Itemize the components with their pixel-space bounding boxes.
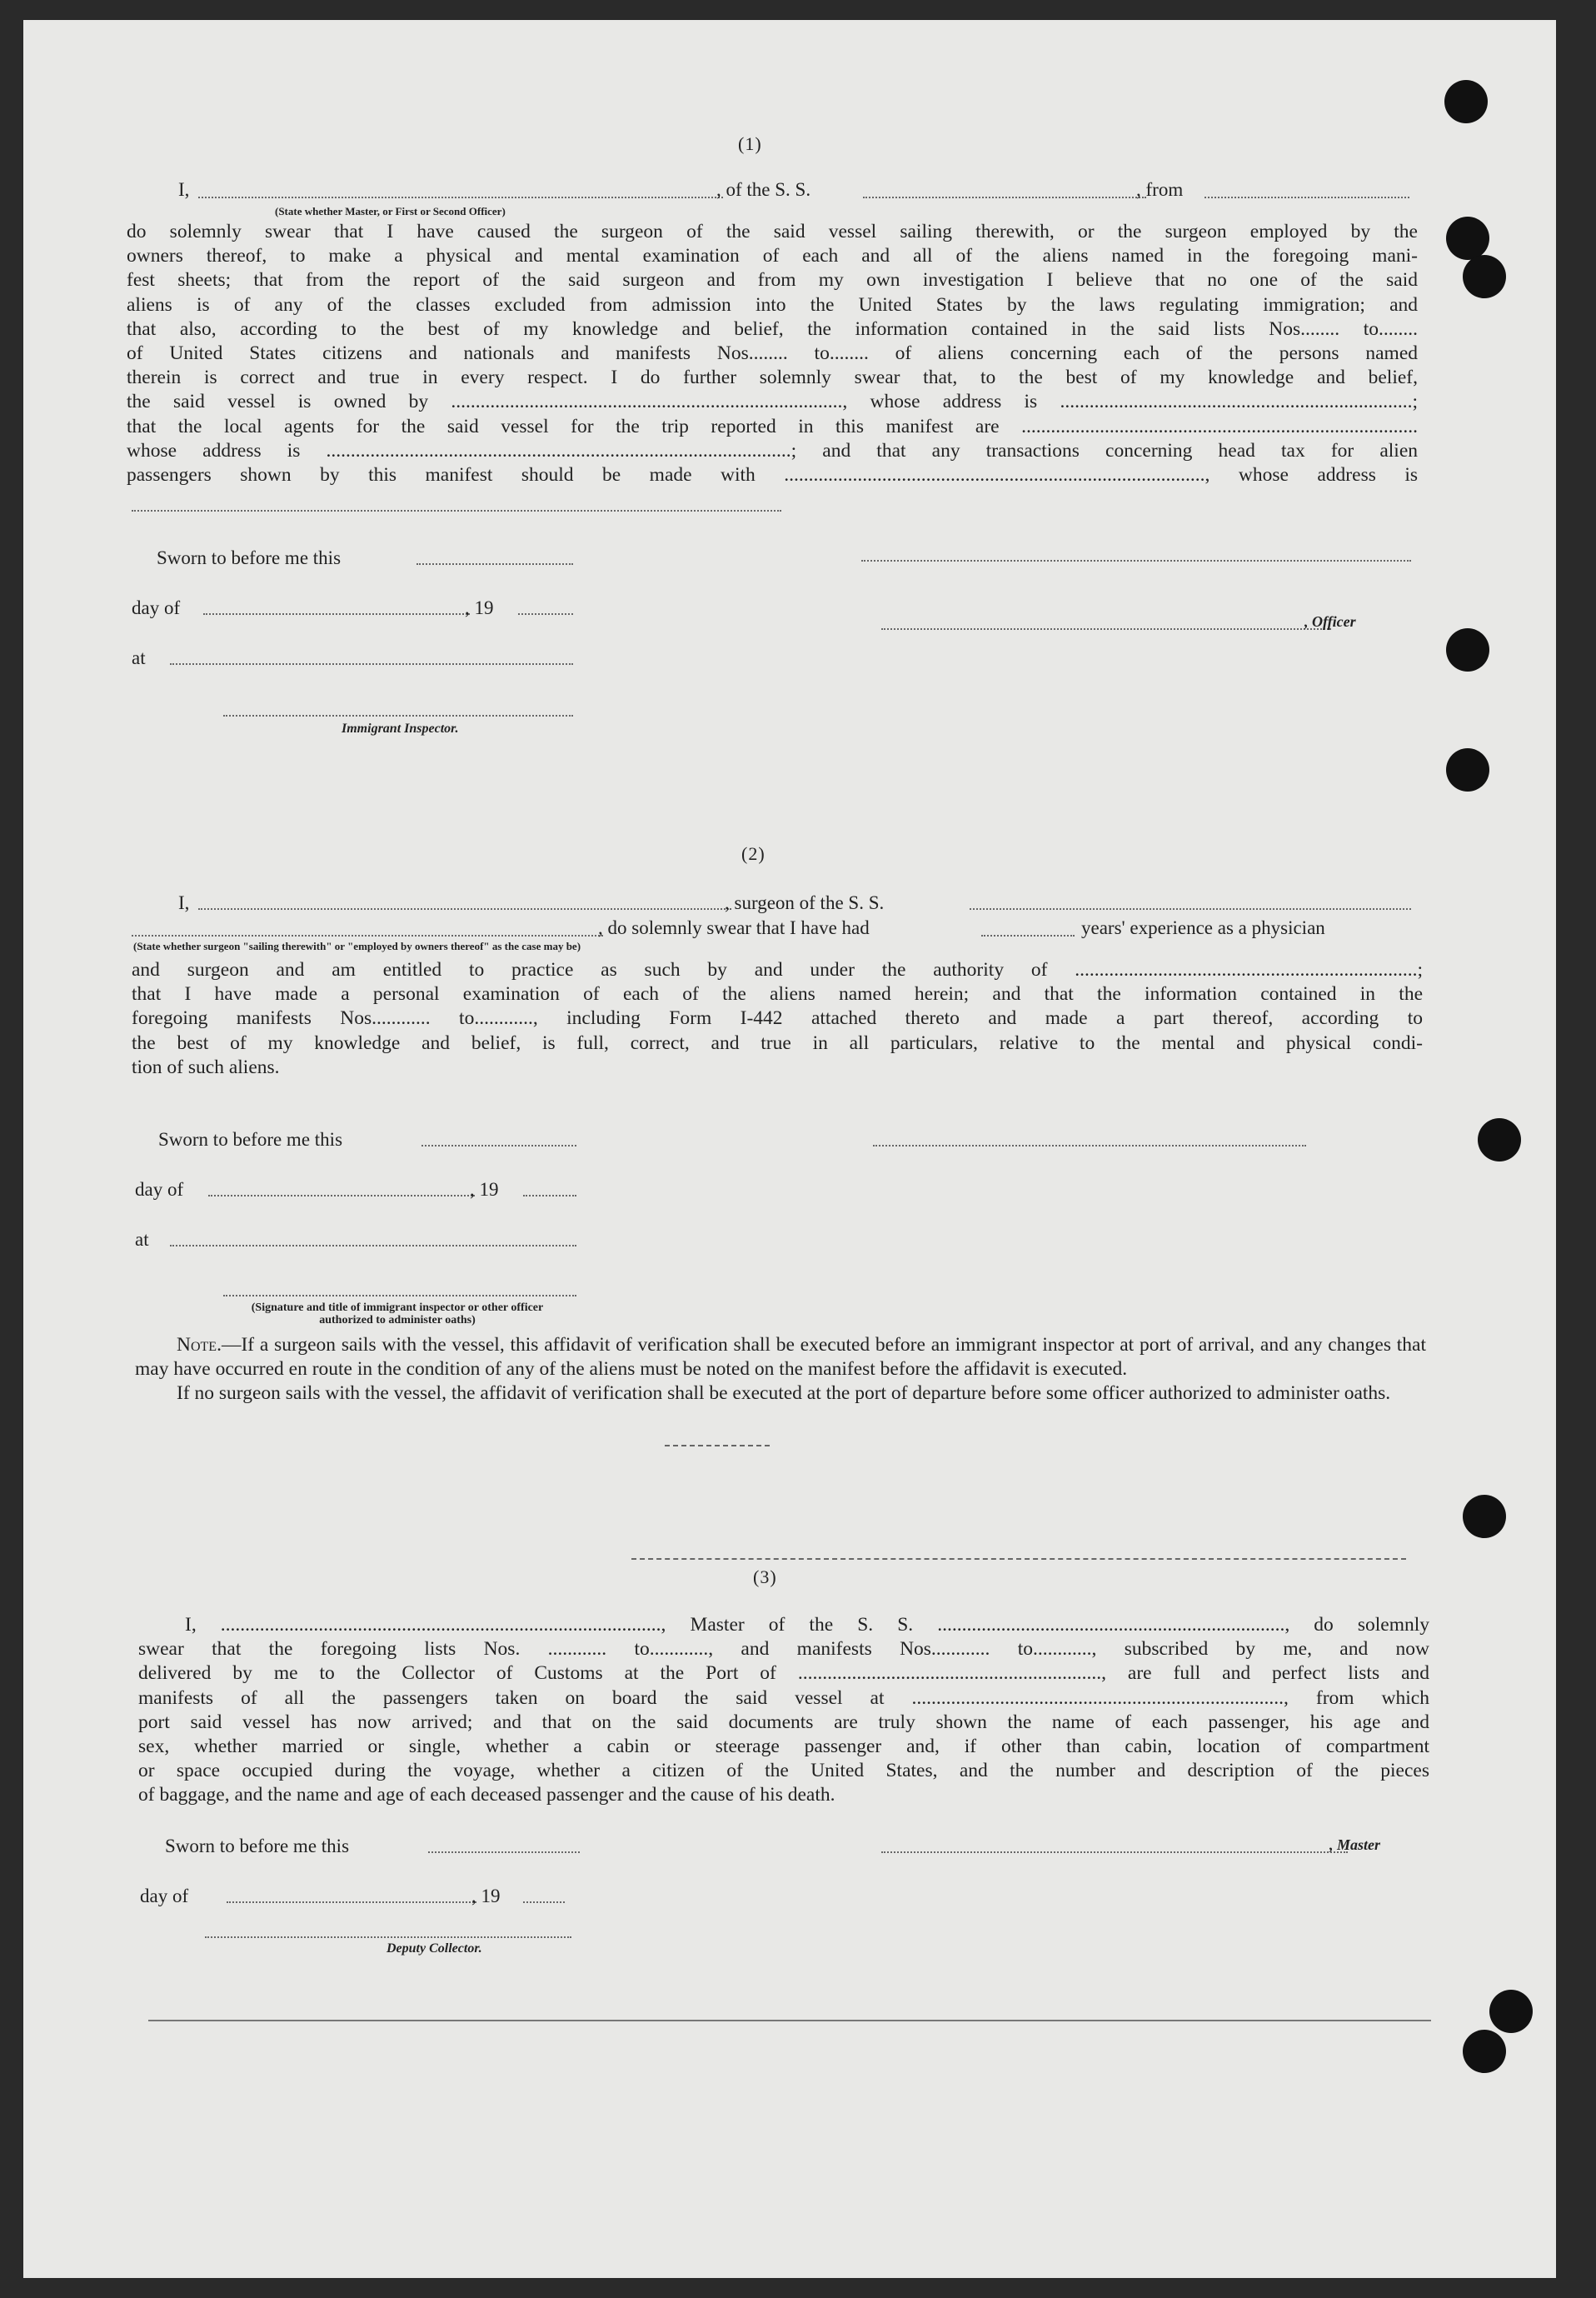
- master-caption: , Master: [1329, 1836, 1381, 1853]
- sworn-label-1: Sworn to before me this: [157, 547, 342, 568]
- day-line-3: [227, 1901, 476, 1903]
- punch-hole: [1446, 628, 1489, 672]
- body-line: tion of such aliens.: [132, 1056, 280, 1078]
- body-line: aliens is of any of the classes excluded from admission into the United States by the laws regulating immigration; and: [127, 293, 1418, 316]
- year-label-1: , 19: [465, 597, 494, 618]
- inspector-caption: Immigrant Inspector.: [342, 722, 459, 736]
- body-line: whose address is ...............................................................................................; and that any transactions concerning head tax for alien: [127, 439, 1418, 462]
- body-line: owners thereof, to make a physical and mental examination of each and all of the aliens named in the foregoing mani-: [127, 245, 1418, 267]
- note-paragraph-1: [135, 1333, 1426, 1381]
- body-line: the said vessel is owned by ................................................................................, whose address is ........................................................................;: [127, 391, 1418, 413]
- body-line: fest sheets; that from the report of the said surgeon and from my own investigation I believe that no one of the said: [127, 269, 1418, 292]
- day-of-label-3: day of: [140, 1886, 189, 1906]
- body-line: delivered by me to the Collector of Customs at the Port of .............................................................., are full and perfect lists and: [138, 1662, 1429, 1685]
- body-line: that I have made a personal examination of each of the aliens named herein; and that the information contained in the: [132, 983, 1423, 1006]
- note-block: [135, 1333, 1426, 1406]
- at-line-1: [170, 663, 573, 665]
- bottom-rule: [148, 2020, 1431, 2021]
- master-sig-line: [881, 1851, 1348, 1853]
- note-text-2: If no surgeon sails with the vessel, the affidavit of verification shall be executed at the port of departure before some officer authorized to administer oaths.: [177, 1382, 1391, 1404]
- surgeon-name-line: [198, 908, 731, 910]
- of-ss-label: , of the S. S.: [716, 179, 811, 200]
- at-label-2: at: [135, 1229, 149, 1250]
- sworn-date-line-3: [428, 1851, 580, 1853]
- note-label: Note.: [177, 1334, 222, 1356]
- punch-hole: [1444, 80, 1488, 123]
- body-line: sex, whether married or single, whether a cabin or steerage passenger and, if other than cabin, location of compartment: [138, 1736, 1429, 1758]
- officer-sig-line: [881, 628, 1331, 630]
- sworn-date-line-2: [421, 1145, 576, 1147]
- address-line: [132, 510, 781, 512]
- body-line: port said vessel has now arrived; and that on the said documents are truly shown the name of each passenger, his age and: [138, 1711, 1429, 1733]
- signature-line-2: [223, 1295, 576, 1296]
- sworn-label-3: Sworn to before me this: [165, 1836, 350, 1856]
- collector-caption: Deputy Collector.: [387, 1941, 482, 1956]
- section-3-number: (3): [753, 1566, 777, 1587]
- at-label-1: at: [132, 647, 146, 668]
- i-label-2: I,: [178, 892, 190, 913]
- day-of-label-2: day of: [135, 1179, 184, 1200]
- section-1-number: (1): [738, 133, 762, 154]
- year-line-3: [523, 1901, 565, 1903]
- punch-hole: [1463, 2030, 1506, 2073]
- body-line: passengers shown by this manifest should be made with ......................................................................................, whose address is: [127, 464, 1418, 487]
- officer-caption: (State whether Master, or First or Second Officer): [275, 205, 506, 217]
- body-line: therein is correct and true in every respect. I do further solemnly swear that, to the best of my knowledge and belief,: [127, 367, 1418, 389]
- section-1-body: [127, 220, 1418, 487]
- body-line: of baggage, and the name and age of each deceased passenger and the cause of his death.: [138, 1784, 835, 1806]
- surgeon-label: , surgeon of the S. S.: [725, 892, 885, 913]
- note-dash: [665, 1445, 770, 1446]
- signature-caption: (Signature and title of immigrant inspector or other officer authorized to administer oaths): [251, 1301, 544, 1326]
- day-line-2: [208, 1195, 475, 1196]
- sworn-date-line-1: [416, 563, 573, 565]
- body-line: that also, according to the best of my knowledge and belief, the information contained in the said lists Nos........ to........: [127, 317, 1418, 340]
- year-label-3: , 19: [471, 1886, 501, 1906]
- do-swear-label: , do solemnly swear that I have had: [598, 917, 870, 938]
- officer-sig-line-top: [861, 560, 1411, 562]
- body-line: I, .........................................................................................., Master of the S. S. ......................................................................., do solemnly: [185, 1614, 1429, 1636]
- punch-hole: [1463, 1495, 1506, 1538]
- note-paragraph-2: [135, 1381, 1426, 1406]
- body-line: foregoing manifests Nos............ to............, including Form I-442 attached thereto and made a part thereof, according to: [132, 1007, 1423, 1030]
- surgeon-ship-line: [970, 908, 1411, 910]
- year-line-1: [518, 613, 573, 615]
- body-line: or space occupied during the voyage, whether a citizen of the United States, and the number and description of the pieces: [138, 1760, 1429, 1782]
- years-label: years' experience as a physician: [1081, 917, 1325, 938]
- body-line: do solemnly swear that I have caused the surgeon of the said vessel sailing therewith, or the surgeon employed by the: [127, 221, 1418, 242]
- section-2-body: [132, 958, 1423, 1080]
- body-line: of United States citizens and nationals and manifests Nos........ to........ of aliens concerning each of the persons named: [127, 342, 1418, 365]
- officer-caption-label: , Officer: [1304, 613, 1356, 630]
- surgeon-status-line: [132, 935, 603, 937]
- year-line-2: [523, 1195, 576, 1196]
- i-label: I,: [178, 179, 190, 200]
- body-line: that the local agents for the said vessel for the trip reported in this manifest are .................................................................................: [127, 415, 1418, 437]
- body-line: manifests of all the passengers taken on board the said vessel at ............................................................................, from which: [138, 1686, 1429, 1709]
- years-line: [981, 935, 1075, 937]
- body-line: the best of my knowledge and belief, is full, correct, and true in all particulars, relative to the mental and physical condi-: [132, 1032, 1423, 1054]
- punch-hole: [1478, 1118, 1521, 1161]
- sworn-label-2: Sworn to before me this: [158, 1129, 343, 1150]
- section-1-opening: [178, 178, 189, 202]
- year-label-2: , 19: [470, 1179, 499, 1200]
- inspector-sig-line: [223, 715, 573, 717]
- manifest-back-page: [23, 20, 1556, 2278]
- ship-name-line: [863, 197, 1146, 198]
- punch-hole: [1463, 255, 1506, 298]
- day-of-label-1: day of: [132, 597, 181, 618]
- day-line-1: [203, 613, 470, 615]
- at-line-2: [170, 1245, 576, 1246]
- body-line: swear that the foregoing lists Nos. ............ to............, and manifests Nos............ to............, subscribed by me, and now: [138, 1638, 1429, 1661]
- section-2-number: (2): [741, 843, 766, 864]
- section-3-body: [138, 1613, 1429, 1808]
- collector-sig-line: [205, 1936, 571, 1938]
- note-text-1: —If a surgeon sails with the vessel, this affidavit of verification shall be executed before an immigrant inspector at port of arrival, and any changes that may have occurred en route in the condition of any of the aliens must be noted on the manifest before the affidavit is executed.: [135, 1334, 1426, 1380]
- punch-hole: [1446, 217, 1489, 260]
- officer-name-line: [198, 197, 723, 198]
- surgeon-caption: (State whether surgeon "sailing therewith" or "employed by owners thereof" as the case may be): [133, 940, 581, 952]
- inspector-sig-line-right: [873, 1145, 1306, 1147]
- punch-hole: [1446, 748, 1489, 792]
- section-separator: [631, 1558, 1406, 1560]
- from-port-line: [1204, 197, 1409, 198]
- punch-hole: [1489, 1990, 1533, 2033]
- body-line: and surgeon and am entitled to practice as such by and under the authority of ......................................................................;: [132, 959, 1423, 981]
- from-label: , from: [1136, 179, 1184, 200]
